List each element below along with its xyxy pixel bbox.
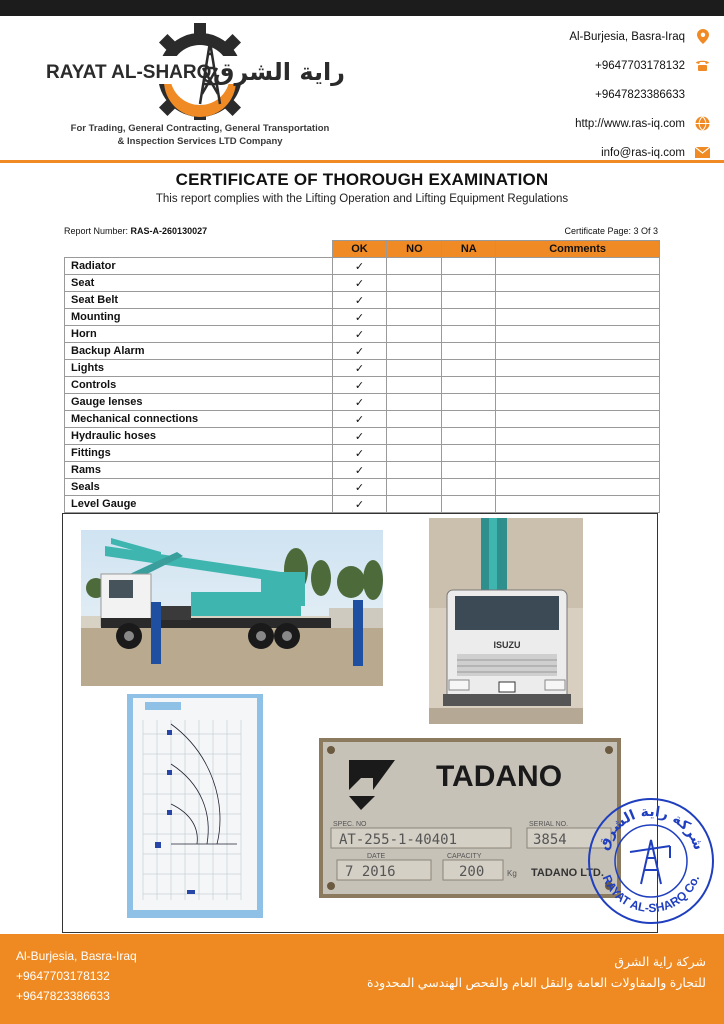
plate-serial-no: 3854 — [533, 832, 567, 848]
table-row — [65, 377, 660, 394]
cell-no — [387, 292, 442, 309]
cell-ok: ✓ — [332, 275, 387, 292]
cell-no — [387, 411, 442, 428]
cell-comments — [496, 479, 660, 496]
cell-item: Radiator — [65, 258, 333, 275]
document-subtitle: This report complies with the Lifting Operation and Lifting Equipment Regulations — [155, 193, 569, 205]
cell-comments — [496, 394, 660, 411]
cell-na — [442, 309, 496, 326]
cell-ok: ✓ — [332, 309, 387, 326]
company-logo — [40, 20, 360, 120]
company-tagline: For Trading, General Contracting, General Transportation & Inspection Services LTD Company — [70, 123, 330, 147]
cell-ok: ✓ — [332, 428, 387, 445]
cell-comments — [496, 462, 660, 479]
cell-comments — [496, 360, 660, 377]
report-number: Report Number: RAS-A-260130027 — [64, 226, 208, 236]
table-row — [65, 496, 660, 513]
plate-maker: TADANO LTD. — [531, 867, 604, 879]
cell-comments — [496, 326, 660, 343]
header-item — [65, 241, 333, 258]
cell-item: Controls — [65, 377, 333, 394]
cell-na — [442, 411, 496, 428]
cell-na — [442, 445, 496, 462]
cell-item: Seat Belt — [65, 292, 333, 309]
cell-no — [387, 343, 442, 360]
cell-ok: ✓ — [332, 462, 387, 479]
table-row — [65, 445, 660, 462]
truck-front-photo — [429, 518, 583, 724]
cell-na — [442, 258, 496, 275]
cell-na — [442, 462, 496, 479]
svg-text:شركة راية الشرق: شركة راية الشرق — [595, 803, 707, 853]
cell-na — [442, 394, 496, 411]
header-comments: Comments — [496, 241, 660, 258]
table-row — [65, 462, 660, 479]
svg-text:SERIAL NO.: SERIAL NO. — [529, 821, 569, 828]
phone-icon — [695, 58, 710, 73]
cell-no — [387, 428, 442, 445]
photo-panel — [62, 513, 658, 933]
footer-arabic: شركة راية الشرق للتجارة والمقاولات العامة والنقل العام والفحص الهندسي المحدودة — [367, 955, 706, 990]
cell-no — [387, 479, 442, 496]
company-stamp — [586, 796, 716, 926]
cell-comments — [496, 377, 660, 394]
table-row — [65, 343, 660, 360]
plate-spec-no: AT-255-1-40401 — [339, 832, 458, 848]
cell-comments — [496, 258, 660, 275]
cell-item: Level Gauge — [65, 496, 333, 513]
cell-no — [387, 377, 442, 394]
cell-na — [442, 292, 496, 309]
cell-ok: ✓ — [332, 411, 387, 428]
table-row — [65, 411, 660, 428]
contact-phone2[interactable]: +9647823386633 — [595, 88, 685, 101]
table-row — [65, 360, 660, 377]
load-chart-photo — [127, 694, 263, 918]
cell-comments — [496, 411, 660, 428]
table-row — [65, 394, 660, 411]
cell-item: Seat — [65, 275, 333, 292]
header-no: NO — [387, 241, 442, 258]
cell-comments — [496, 428, 660, 445]
table-row — [65, 428, 660, 445]
svg-text:CAPACITY: CAPACITY — [447, 853, 482, 860]
cell-na — [442, 275, 496, 292]
top-bar — [0, 0, 724, 16]
cell-no — [387, 445, 442, 462]
table-row — [65, 292, 660, 309]
header-na: NA — [442, 241, 496, 258]
contact-address: Al-Burjesia, Basra-Iraq — [450, 22, 710, 51]
table-row — [65, 309, 660, 326]
header-contact — [450, 22, 710, 167]
stamp-derrick-icon — [630, 840, 670, 884]
cell-no — [387, 360, 442, 377]
inspection-table — [64, 240, 660, 513]
cell-na — [442, 377, 496, 394]
plate-brand: TADANO — [435, 760, 563, 793]
cell-item: Horn — [65, 326, 333, 343]
cell-ok: ✓ — [332, 394, 387, 411]
cell-no — [387, 462, 442, 479]
cell-item: Seals — [65, 479, 333, 496]
svg-text:RAYAT AL-SHARQ: RAYAT AL-SHARQ — [46, 62, 212, 83]
cell-ok: ✓ — [332, 343, 387, 360]
cell-comments — [496, 309, 660, 326]
cell-ok: ✓ — [332, 326, 387, 343]
contact-email[interactable]: info@ras-iq.com — [450, 138, 710, 167]
location-pin-icon — [695, 29, 710, 44]
truck-side-photo — [81, 530, 383, 686]
cell-item: Hydraulic hoses — [65, 428, 333, 445]
header-divider — [0, 160, 724, 163]
contact-website[interactable]: http://www.ras-iq.com — [450, 109, 710, 138]
cell-no — [387, 496, 442, 513]
cell-ok: ✓ — [332, 496, 387, 513]
svg-text:DATE: DATE — [367, 853, 386, 860]
cell-comments — [496, 496, 660, 513]
cell-na — [442, 496, 496, 513]
cell-item: Fittings — [65, 445, 333, 462]
cell-na — [442, 479, 496, 496]
footer-contact: Al-Burjesia, Basra-Iraq +9647703178132 +9647823386633 — [16, 949, 137, 1003]
document-title: CERTIFICATE OF THOROUGH EXAMINATION — [175, 170, 549, 189]
cell-ok: ✓ — [332, 258, 387, 275]
cell-na — [442, 428, 496, 445]
cell-item: Gauge lenses — [65, 394, 333, 411]
cell-ok: ✓ — [332, 445, 387, 462]
cell-item: Mounting — [65, 309, 333, 326]
tadano-plate-photo — [319, 738, 621, 898]
cell-comments — [496, 292, 660, 309]
table-header-row — [65, 241, 660, 258]
svg-text:RAYAT AL-SHARQ Co.: RAYAT AL-SHARQ Co. — [599, 872, 703, 916]
cell-comments — [496, 445, 660, 462]
cell-item: Mechanical connections — [65, 411, 333, 428]
cell-item: Backup Alarm — [65, 343, 333, 360]
plate-date: 7 2016 — [345, 864, 396, 880]
footer — [0, 934, 724, 1024]
cell-no — [387, 394, 442, 411]
svg-text:Kg: Kg — [507, 869, 517, 878]
cell-no — [387, 309, 442, 326]
cell-comments — [496, 343, 660, 360]
cell-ok: ✓ — [332, 479, 387, 496]
globe-icon — [695, 116, 710, 131]
table-row — [65, 479, 660, 496]
svg-text:SPEC. NO: SPEC. NO — [333, 821, 367, 828]
cell-na — [442, 326, 496, 343]
cell-ok: ✓ — [332, 360, 387, 377]
certificate-page: Certificate Page: 3 Of 3 — [564, 226, 658, 236]
table-row — [65, 275, 660, 292]
contact-phone1[interactable]: +9647703178132 — [450, 51, 710, 80]
cell-item: Rams — [65, 462, 333, 479]
cell-comments — [496, 275, 660, 292]
cell-item: Lights — [65, 360, 333, 377]
table-row — [65, 326, 660, 343]
isuzu-badge: ISUZU — [493, 640, 521, 650]
cell-na — [442, 343, 496, 360]
cell-na — [442, 360, 496, 377]
cell-no — [387, 275, 442, 292]
mail-icon — [695, 145, 710, 160]
cell-ok: ✓ — [332, 292, 387, 309]
svg-text:راية الشرق: راية الشرق — [212, 58, 345, 86]
cell-ok: ✓ — [332, 377, 387, 394]
header-ok: OK — [332, 241, 387, 258]
cell-no — [387, 258, 442, 275]
plate-capacity: 200 — [459, 864, 485, 880]
table-row — [65, 258, 660, 275]
cell-no — [387, 326, 442, 343]
